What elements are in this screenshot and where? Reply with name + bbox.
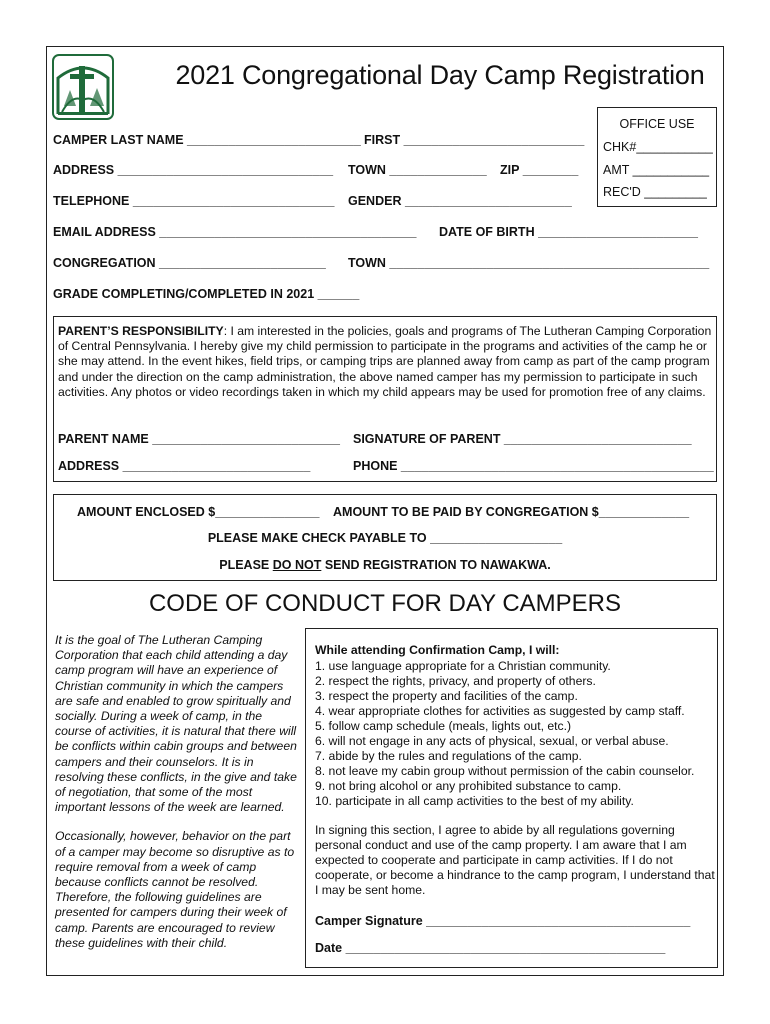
camper-town-field[interactable]: TOWN ______________ xyxy=(348,163,487,177)
congregation-town-field[interactable]: TOWN ______________________________________________ xyxy=(348,256,710,270)
rule-item: 1. use language appropriate for a Christian community. xyxy=(315,659,611,673)
agreement-text: In signing this section, I agree to abide by all regulations governing personal conduct and use of the camp property. I am aware that I am expected to cooperate and participate in camp activities. If I do not cooperate, or become a hindrance to the camp program, I understand that I may be sent home. xyxy=(315,823,715,897)
rule-item: 5. follow camp schedule (meals, lights out, etc.) xyxy=(315,719,572,733)
code-of-conduct-intro xyxy=(55,633,300,965)
parent-signature-field[interactable]: SIGNATURE OF PARENT ___________________________ xyxy=(353,432,692,446)
rule-item: 9. not bring alcohol or any prohibited substance to camp. xyxy=(315,779,622,793)
office-use-box xyxy=(597,107,717,207)
rule-item: 7. abide by the rules and regulations of the camp. xyxy=(315,749,582,763)
camper-email-field[interactable]: EMAIL ADDRESS _____________________________________ xyxy=(53,225,417,239)
code-of-conduct-heading: CODE OF CONDUCT FOR DAY CAMPERS xyxy=(148,590,622,617)
parent-address-field[interactable]: ADDRESS ___________________________ xyxy=(58,459,311,473)
grade-field[interactable]: GRADE COMPLETING/COMPLETED IN 2021 ______ xyxy=(53,287,360,301)
rules-list xyxy=(315,659,715,809)
date-field[interactable]: Date ______________________________________________ xyxy=(315,941,666,955)
rule-item: 2. respect the rights, privacy, and property of others. xyxy=(315,674,596,688)
parent-responsibility-label: PARENT’S RESPONSIBILITY xyxy=(58,324,224,338)
camper-last-name-field[interactable]: CAMPER LAST NAME _________________________ xyxy=(53,133,361,147)
office-chk-field[interactable]: CHK#___________ xyxy=(603,140,713,154)
congregation-field[interactable]: CONGREGATION ________________________ xyxy=(53,256,326,270)
check-payable-field[interactable]: PLEASE MAKE CHECK PAYABLE TO ___________________ xyxy=(207,531,563,545)
camper-first-name-field[interactable]: FIRST __________________________ xyxy=(364,133,585,147)
rules-list-container xyxy=(315,643,715,809)
form-title: 2021 Congregational Day Camp Registration xyxy=(175,60,705,90)
send-instruction xyxy=(53,558,717,572)
send-emphasis: DO NOT xyxy=(272,558,322,572)
rule-item: 4. wear appropriate clothes for activities as suggested by camp staff. xyxy=(315,704,685,718)
camper-dob-field[interactable]: DATE OF BIRTH _______________________ xyxy=(439,225,698,239)
send-prefix: PLEASE xyxy=(219,558,273,572)
parent-responsibility-body: : I am interested in the policies, goals and programs of The Lutheran Camping Corporation of Central Pennsylvania. I hereby give my child permission to participate in the programs and activities of the camp he or she may attend. In the event hikes, field trips, or camping trips are planned away from camp as part of the camp program and under the direction on the camp administration, the above named camper has my permission to participate in such activities. Any photos or video recordings taken in which my child appears may be used for promotion free of any claims. xyxy=(58,324,712,399)
camper-zip-field[interactable]: ZIP ________ xyxy=(500,163,579,177)
intro-paragraph-1: It is the goal of The Lutheran Camping Corporation that each child attending a day camp program will have an experience of Christian community in which the campers are safe and enabled to grow spiritually and socially. During a week of camp, in the course of activities, it is natural that there will be conflicts within cabin groups and between campers and their counselors. It is in resolving these conflicts, in the give and take of negotiation, that some of the most important lessons of the week are learned. xyxy=(55,633,297,815)
parent-responsibility-text xyxy=(58,324,714,400)
rule-item: 10. participate in all camp activities to the best of my ability. xyxy=(315,794,634,808)
rule-item: 3. respect the property and facilities of the camp. xyxy=(315,689,578,703)
rule-item: 8. not leave my cabin group without permission of the cabin counselor. xyxy=(315,764,695,778)
send-suffix: SEND REGISTRATION TO NAWAKWA. xyxy=(321,558,551,572)
intro-paragraph-2: Occasionally, however, behavior on the part of a camper may become so disruptive as to require removal from a week of camp because conflicts cannot be resolved. Therefore, the following guidelines are presented for campers during their week of camp. Parents are encouraged to review these guidelines with their child. xyxy=(55,829,295,950)
amount-enclosed-field[interactable]: AMOUNT ENCLOSED $_______________ xyxy=(77,505,320,519)
rule-item: 6. will not engage in any acts of physical, sexual, or verbal abuse. xyxy=(315,734,669,748)
amount-congregation-field[interactable]: AMOUNT TO BE PAID BY CONGREGATION $_____________ xyxy=(333,505,690,519)
office-recd-field[interactable]: REC'D _________ xyxy=(603,185,707,199)
camper-telephone-field[interactable]: TELEPHONE _____________________________ xyxy=(53,194,335,208)
camper-signature-field[interactable]: Camper Signature ______________________________________ xyxy=(315,914,691,928)
office-amt-field[interactable]: AMT ___________ xyxy=(603,163,710,177)
parent-phone-field[interactable]: PHONE _____________________________________________ xyxy=(353,459,714,473)
camper-address-field[interactable]: ADDRESS _______________________________ xyxy=(53,163,334,177)
lutheran-camping-logo xyxy=(52,54,114,120)
parent-name-field[interactable]: PARENT NAME ___________________________ xyxy=(58,432,340,446)
office-use-heading: OFFICE USE xyxy=(619,117,695,131)
camper-gender-field[interactable]: GENDER ________________________ xyxy=(348,194,572,208)
rules-heading: While attending Confirmation Camp, I will: xyxy=(315,643,560,657)
